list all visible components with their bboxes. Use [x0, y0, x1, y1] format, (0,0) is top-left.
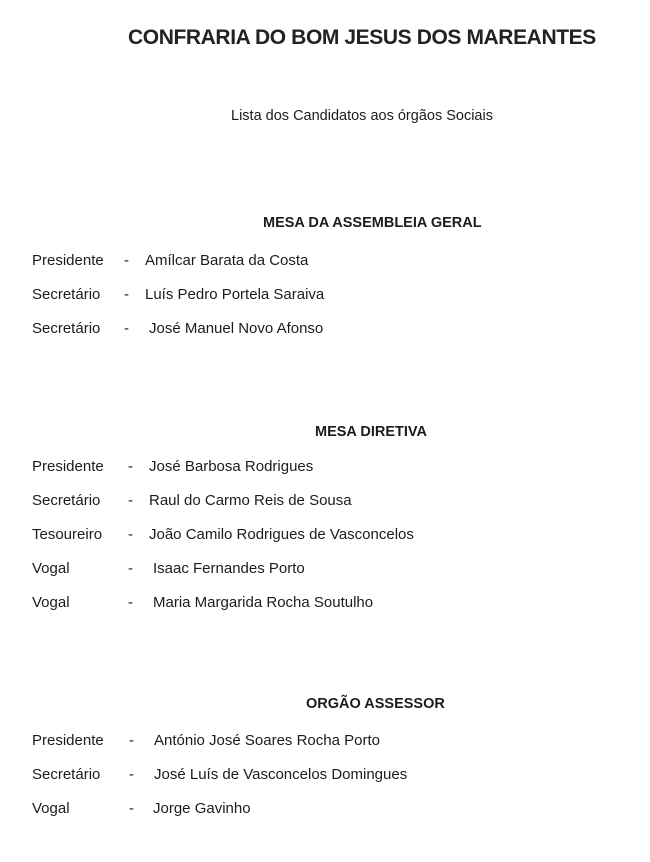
member-row: [32, 766, 632, 786]
member-role: Secretário: [32, 286, 101, 303]
section-heading-orgao-assessor: ORGÃO ASSESSOR: [306, 696, 445, 712]
member-role: Presidente: [32, 732, 104, 749]
member-name: José Barbosa Rodrigues: [149, 458, 314, 475]
member-name: José Luís de Vasconcelos Domingues: [154, 766, 408, 783]
member-row: [32, 458, 632, 478]
member-row: [32, 252, 632, 272]
member-role: Presidente: [32, 458, 104, 475]
member-role: Presidente: [32, 252, 104, 269]
document-title: CONFRARIA DO BOM JESUS DOS MAREANTES: [128, 26, 596, 49]
member-row: [32, 492, 632, 512]
separator-dash: -: [129, 766, 134, 783]
separator-dash: -: [128, 458, 133, 475]
separator-dash: -: [124, 286, 129, 303]
member-role: Vogal: [32, 800, 70, 817]
member-name: Amílcar Barata da Costa: [145, 252, 309, 269]
member-role: Vogal: [32, 560, 70, 577]
separator-dash: -: [124, 252, 129, 269]
member-name: Luís Pedro Portela Saraiva: [145, 286, 325, 303]
member-role: Tesoureiro: [32, 526, 103, 543]
separator-dash: -: [129, 732, 134, 749]
member-role: Secretário: [32, 766, 101, 783]
member-row: [32, 526, 632, 546]
member-row: [32, 560, 632, 580]
member-row: [32, 732, 632, 752]
member-name: João Camilo Rodrigues de Vasconcelos: [149, 526, 414, 543]
member-name: Raul do Carmo Reis de Sousa: [149, 492, 352, 509]
member-name: José Manuel Novo Afonso: [149, 320, 324, 337]
member-name: Jorge Gavinho: [153, 800, 251, 817]
member-role: Secretário: [32, 320, 101, 337]
separator-dash: -: [128, 594, 133, 611]
member-row: [32, 594, 632, 614]
member-name: Isaac Fernandes Porto: [153, 560, 305, 577]
separator-dash: -: [129, 800, 134, 817]
separator-dash: -: [128, 492, 133, 509]
member-role: Secretário: [32, 492, 101, 509]
section-heading-mesa-assembleia-geral: MESA DA ASSEMBLEIA GERAL: [263, 215, 482, 231]
separator-dash: -: [124, 320, 129, 337]
member-name: Maria Margarida Rocha Soutulho: [153, 594, 374, 611]
member-row: [32, 320, 632, 340]
member-name: António José Soares Rocha Porto: [154, 732, 380, 749]
member-row: [32, 800, 632, 820]
section-heading-mesa-diretiva: MESA DIRETIVA: [315, 424, 427, 440]
member-role: Vogal: [32, 594, 70, 611]
document-subtitle: Lista dos Candidatos aos órgãos Sociais: [231, 108, 493, 124]
separator-dash: -: [128, 560, 133, 577]
member-row: [32, 286, 632, 306]
separator-dash: -: [128, 526, 133, 543]
